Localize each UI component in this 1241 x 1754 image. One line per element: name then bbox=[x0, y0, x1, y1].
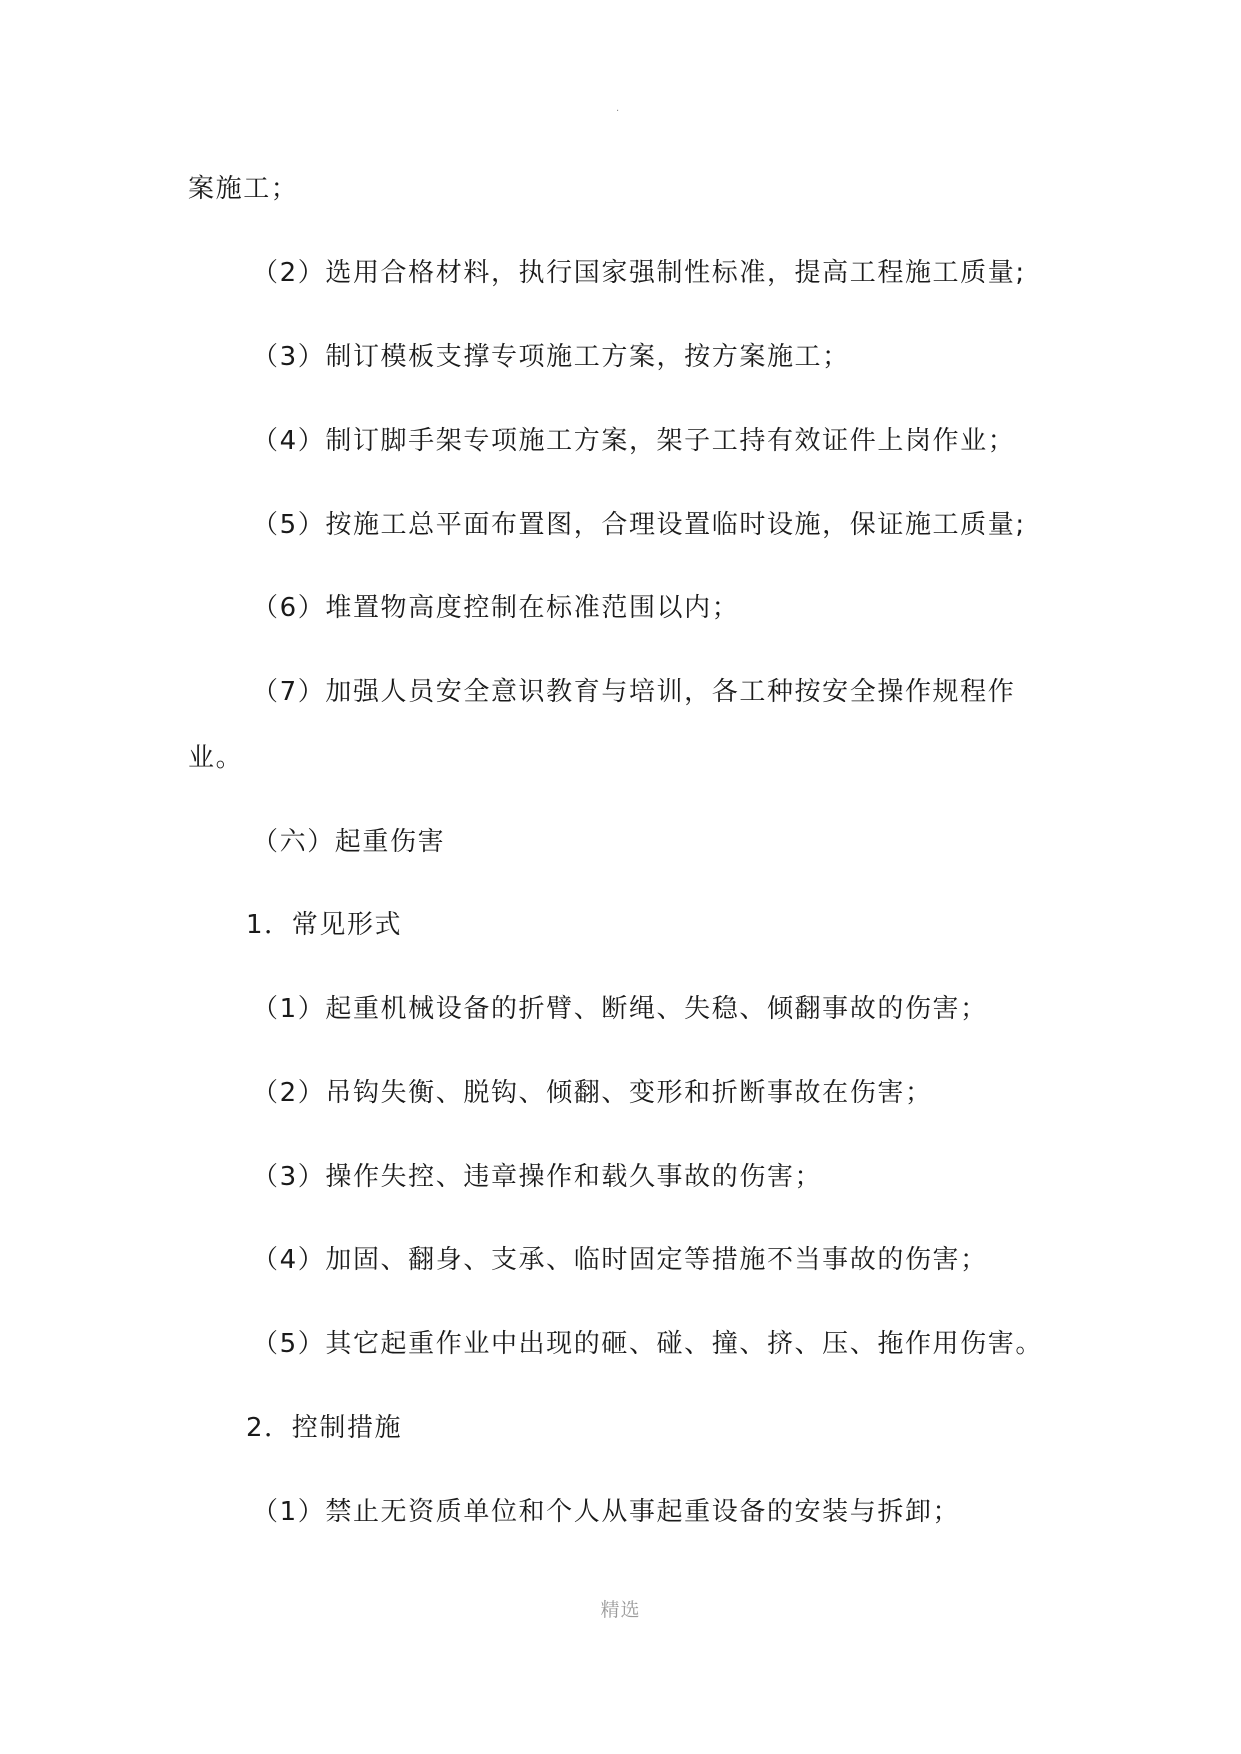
text-line: （4）加固、翻身、支承、临时固定等措施不当事故的伤害； bbox=[252, 1245, 988, 1275]
text-line: （5）按施工总平面布置图，合理设置临时设施，保证施工质量; bbox=[252, 510, 1026, 540]
footer-label: 精选 bbox=[600, 1599, 641, 1621]
subsection-heading: 2．控制措施 bbox=[246, 1413, 403, 1443]
header-mark: . bbox=[616, 103, 620, 114]
text-line: （3）制订模板支撑专项施工方案，按方案施工； bbox=[252, 342, 850, 372]
subsection-heading: 1．常见形式 bbox=[246, 910, 403, 940]
text-line: （1）起重机械设备的折臂、断绳、失稳、倾翻事故的伤害； bbox=[252, 994, 988, 1024]
text-line: （2）吊钩失衡、脱钩、倾翻、变形和折断事故在伤害； bbox=[252, 1078, 933, 1108]
text-line: 业。 bbox=[188, 743, 244, 773]
text-line: （6）堆置物高度控制在标准范围以内； bbox=[252, 593, 740, 623]
text-line: 案施工； bbox=[188, 174, 299, 204]
text-line: （3）操作失控、违章操作和载久事故的伤害； bbox=[252, 1162, 823, 1192]
text-line: （4）制订脚手架专项施工方案，架子工持有效证件上岗作业； bbox=[252, 426, 1016, 456]
text-line: （5）其它起重作业中出现的砸、碰、撞、挤、压、拖作用伤害。 bbox=[252, 1329, 1043, 1359]
text-line: （2）选用合格材料，执行国家强制性标准，提高工程施工质量; bbox=[252, 258, 1026, 288]
text-line: （1）禁止无资质单位和个人从事起重设备的安装与拆卸； bbox=[252, 1497, 961, 1527]
text-line: （7）加强人员安全意识教育与培训，各工种按安全操作规程作 bbox=[252, 677, 1016, 707]
section-heading: （六）起重伤害 bbox=[252, 827, 446, 857]
